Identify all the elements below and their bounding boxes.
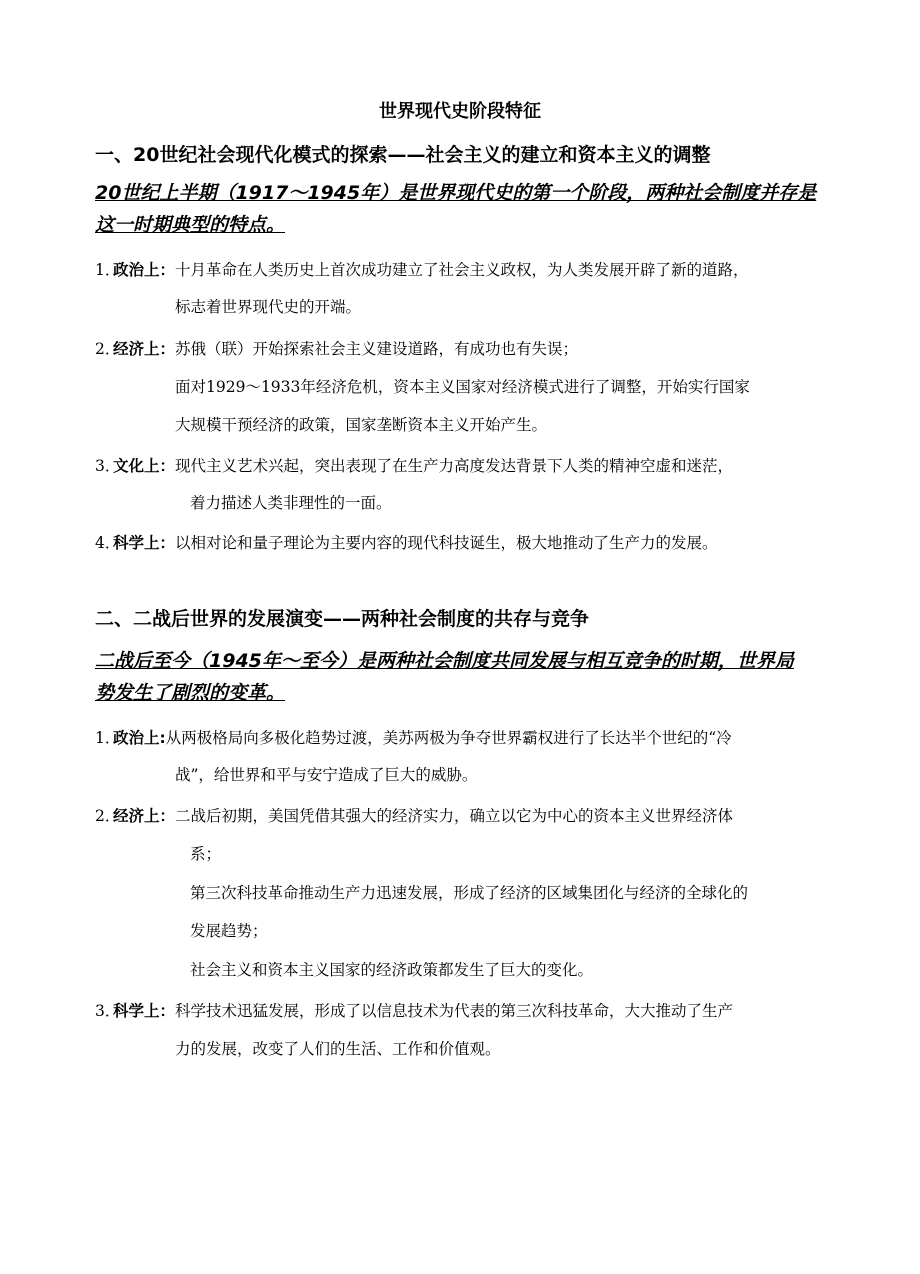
item-label: 政治上: bbox=[113, 729, 166, 747]
section-1-summary-line-1: 20世纪上半期（1917～1945年）是世界现代史的第一个阶段，两种社会制度并存是 bbox=[95, 182, 817, 204]
s1-item-1 bbox=[95, 259, 749, 281]
s2-item-2-cont-3: 发展趋势； bbox=[190, 922, 268, 940]
s1-item-3 bbox=[95, 455, 733, 477]
item-number: 3． bbox=[95, 457, 121, 475]
item-text: 二战后初期，美国凭借其强大的经济实力，确立以它为中心的资本主义世界经济体 bbox=[175, 807, 734, 825]
s2-item-2-cont-1: 系； bbox=[190, 845, 222, 863]
page-title: 世界现代史阶段特征 bbox=[379, 101, 541, 122]
item-number: 3． bbox=[95, 1002, 121, 1020]
item-text: 科学技术迅猛发展，形成了以信息技术为代表的第三次科技革命，大大推动了生产 bbox=[175, 1002, 734, 1020]
item-text: 从两极格局向多极化趋势过渡，美苏两极为争夺世界霸权进行了长达半个世纪的“冷 bbox=[165, 729, 732, 747]
item-label: 科学上： bbox=[113, 534, 176, 552]
item-number: 4． bbox=[95, 534, 121, 552]
item-label: 文化上： bbox=[113, 457, 176, 475]
item-label: 政治上： bbox=[113, 261, 176, 279]
item-text: 苏俄（联）开始探索社会主义建设道路，有成功也有失误； bbox=[175, 340, 579, 358]
item-text: 十月革命在人类历史上首次成功建立了社会主义政权，为人类发展开辟了新的道路， bbox=[175, 261, 749, 279]
item-number: 1． bbox=[95, 729, 121, 747]
item-number: 1． bbox=[95, 261, 121, 279]
item-text: 现代主义艺术兴起，突出表现了在生产力高度发达背景下人类的精神空虚和迷茫， bbox=[175, 457, 734, 475]
item-label: 经济上： bbox=[113, 807, 176, 825]
s2-item-2-cont-4: 社会主义和资本主义国家的经济政策都发生了巨大的变化。 bbox=[190, 961, 594, 979]
s1-item-1-cont: 标志着世界现代史的开端。 bbox=[175, 298, 362, 316]
s2-item-1-cont: 战”，给世界和平与安宁造成了巨大的威胁。 bbox=[175, 766, 478, 784]
s2-item-1 bbox=[95, 727, 732, 749]
s2-item-2-cont-2: 第三次科技革命推动生产力迅速发展，形成了经济的区域集团化与经济的全球化的 bbox=[190, 884, 749, 902]
item-label: 经济上： bbox=[113, 340, 176, 358]
s1-item-3-cont: 着力描述人类非理性的一面。 bbox=[190, 494, 392, 512]
s1-item-2-cont-1: 面对1929～1933年经济危机，资本主义国家对经济模式进行了调整，开始实行国家 bbox=[175, 378, 750, 396]
s1-item-2-cont-2: 大规模干预经济的政策，国家垄断资本主义开始产生。 bbox=[175, 416, 548, 434]
s2-item-3 bbox=[95, 1000, 733, 1022]
item-number: 2． bbox=[95, 340, 121, 358]
section-2-summary-line-1: 二战后至今（1945年～至今）是两种社会制度共同发展与相互竞争的时期，世界局 bbox=[95, 650, 794, 672]
s1-item-2 bbox=[95, 338, 578, 360]
section-2-summary-line-2: 势发生了剧烈的变革。 bbox=[95, 682, 286, 704]
section-1-heading: 一、20世纪社会现代化模式的探索——社会主义的建立和资本主义的调整 bbox=[95, 144, 711, 166]
item-label: 科学上： bbox=[113, 1002, 176, 1020]
item-text: 以相对论和量子理论为主要内容的现代科技诞生，极大地推动了生产力的发展。 bbox=[175, 534, 718, 552]
s1-item-4 bbox=[95, 532, 718, 554]
section-2-summary bbox=[95, 645, 830, 709]
item-number: 2． bbox=[95, 807, 121, 825]
s2-item-3-cont: 力的发展，改变了人们的生活、工作和价值观。 bbox=[175, 1040, 501, 1058]
section-1-summary-line-2: 这一时期典型的特点。 bbox=[95, 214, 286, 236]
section-1-summary bbox=[95, 177, 830, 241]
s2-item-2 bbox=[95, 805, 733, 827]
section-2-heading: 二、二战后世界的发展演变——两种社会制度的共存与竞争 bbox=[95, 608, 590, 630]
